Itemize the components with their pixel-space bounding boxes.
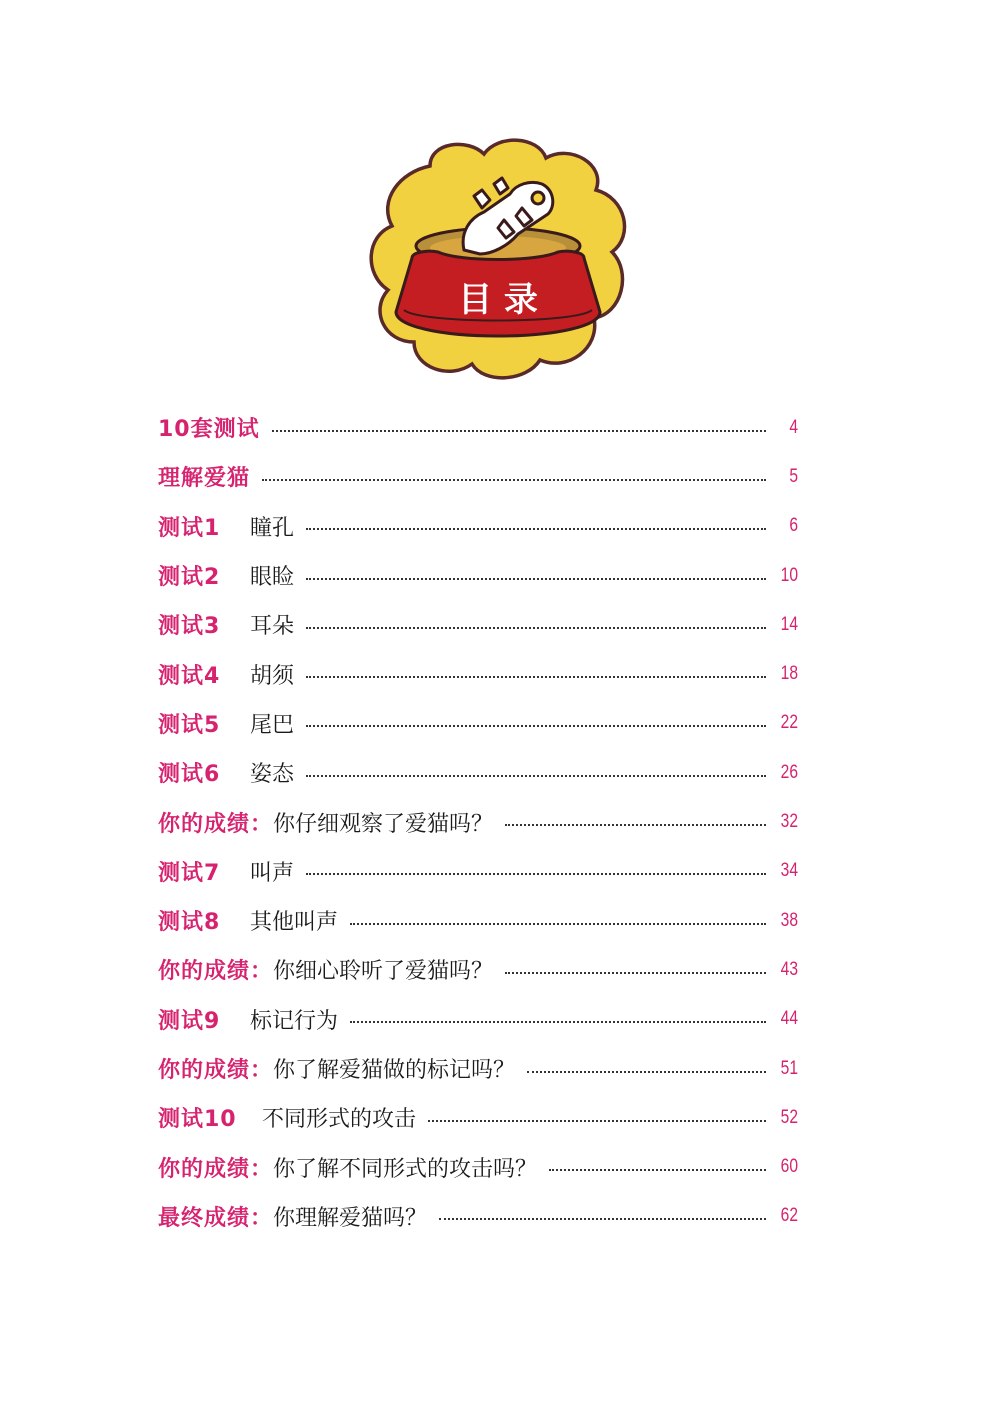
dot-leader [428, 1120, 766, 1122]
toc-entry-label: 测试5 [158, 712, 221, 738]
toc-entry[interactable] [158, 797, 798, 846]
toc-entry-label: 理解爱猫 [158, 466, 251, 492]
toc-entry-title: 你细心聆听了爱猫吗？ [273, 959, 494, 985]
toc-entry-page-number: 22 [780, 712, 798, 734]
toc-entry-label: 测试2 [158, 565, 221, 591]
toc-entry[interactable] [158, 452, 798, 501]
toc-entry-page-number: 43 [780, 958, 798, 980]
toc-entry-title: 耳朵 [250, 614, 295, 640]
toc-entry[interactable] [158, 699, 798, 748]
toc-entry-page-number: 14 [780, 613, 798, 635]
toc-entry-page-number: 34 [780, 860, 798, 882]
toc-entry-title: 姿态 [250, 762, 295, 788]
toc-entry-page-number: 32 [780, 811, 798, 833]
dot-leader [306, 578, 766, 580]
toc-entry-page-number: 52 [780, 1106, 798, 1128]
toc-entry-label: 你的成绩： [158, 811, 274, 837]
toc-entry-label: 测试3 [158, 614, 221, 640]
toc-entry-title: 瞳孔 [250, 515, 295, 541]
toc-entry[interactable] [158, 403, 798, 452]
toc-entry[interactable] [158, 748, 798, 797]
toc-entry-page-number: 38 [780, 909, 798, 931]
toc-entry[interactable] [158, 945, 798, 994]
toc-entry-page-number: 18 [780, 663, 798, 685]
toc-entry-label: 你的成绩： [158, 959, 274, 985]
dot-leader [306, 627, 766, 629]
toc-entry-title: 胡须 [250, 663, 295, 689]
toc-entry-label: 最终成绩： [158, 1205, 274, 1231]
toc-entry-label: 测试6 [158, 762, 221, 788]
toc-entry[interactable] [158, 1093, 798, 1142]
dot-leader [306, 725, 766, 727]
dot-leader [350, 1021, 766, 1023]
toc-entry[interactable] [158, 896, 798, 945]
toc-entry[interactable] [158, 1192, 798, 1241]
toc-entry[interactable] [158, 995, 798, 1044]
dot-leader [549, 1169, 766, 1171]
toc-entry-label: 10套测试 [158, 417, 260, 443]
toc-entry[interactable] [158, 551, 798, 600]
toc-entry-page-number: 10 [780, 564, 798, 586]
toc-entry-page-number: 5 [789, 465, 798, 487]
dot-leader [505, 824, 766, 826]
badge-title: 目 录 [458, 280, 538, 320]
toc-entry-title: 其他叫声 [250, 910, 339, 936]
toc-entry-page-number: 44 [780, 1008, 798, 1030]
toc-entry[interactable] [158, 600, 798, 649]
toc-entry-page-number: 26 [780, 761, 798, 783]
toc-entry-label: 测试4 [158, 663, 221, 689]
toc-entry-label: 测试7 [158, 860, 221, 886]
toc-entry-page-number: 51 [780, 1057, 798, 1079]
toc-entry-page-number: 6 [789, 515, 798, 537]
dot-leader [262, 479, 766, 481]
toc-entry-title: 你理解爱猫吗？ [273, 1205, 428, 1231]
toc-entry-title: 你仔细观察了爱猫吗？ [273, 811, 494, 837]
dot-leader [272, 430, 766, 432]
table-of-contents [158, 403, 798, 1241]
toc-entry-title: 不同形式的攻击 [262, 1107, 417, 1133]
toc-entry[interactable] [158, 1044, 798, 1093]
toc-entry-title: 标记行为 [250, 1008, 339, 1034]
toc-entry[interactable] [158, 502, 798, 551]
toc-entry-label: 你的成绩： [158, 1156, 274, 1182]
toc-entry-label: 测试9 [158, 1008, 221, 1034]
toc-entry-label: 测试10 [158, 1107, 237, 1133]
dot-leader [350, 923, 766, 925]
dot-leader [505, 972, 766, 974]
toc-entry-title: 你了解爱猫做的标记吗？ [273, 1058, 516, 1083]
dot-leader [527, 1071, 766, 1073]
dot-leader [306, 676, 766, 678]
toc-entry[interactable] [158, 1142, 798, 1191]
contents-badge [360, 128, 636, 384]
toc-entry-title: 叫声 [250, 860, 295, 886]
toc-entry[interactable] [158, 847, 798, 896]
toc-entry-title: 眼睑 [250, 565, 295, 591]
toc-entry-page-number: 4 [789, 416, 798, 438]
dot-leader [306, 775, 766, 777]
dot-leader [306, 528, 766, 530]
toc-entry-title: 你了解不同形式的攻击吗？ [273, 1156, 538, 1182]
toc-entry-label: 测试8 [158, 910, 221, 936]
toc-entry-page-number: 60 [780, 1156, 798, 1178]
toc-entry-label: 测试1 [158, 515, 221, 541]
toc-entry-page-number: 62 [780, 1205, 798, 1227]
dot-leader [306, 873, 766, 875]
toc-entry-title: 尾巴 [250, 712, 295, 738]
toc-entry[interactable] [158, 649, 798, 698]
dot-leader [439, 1218, 766, 1220]
toc-entry-label: 你的成绩： [158, 1058, 274, 1083]
